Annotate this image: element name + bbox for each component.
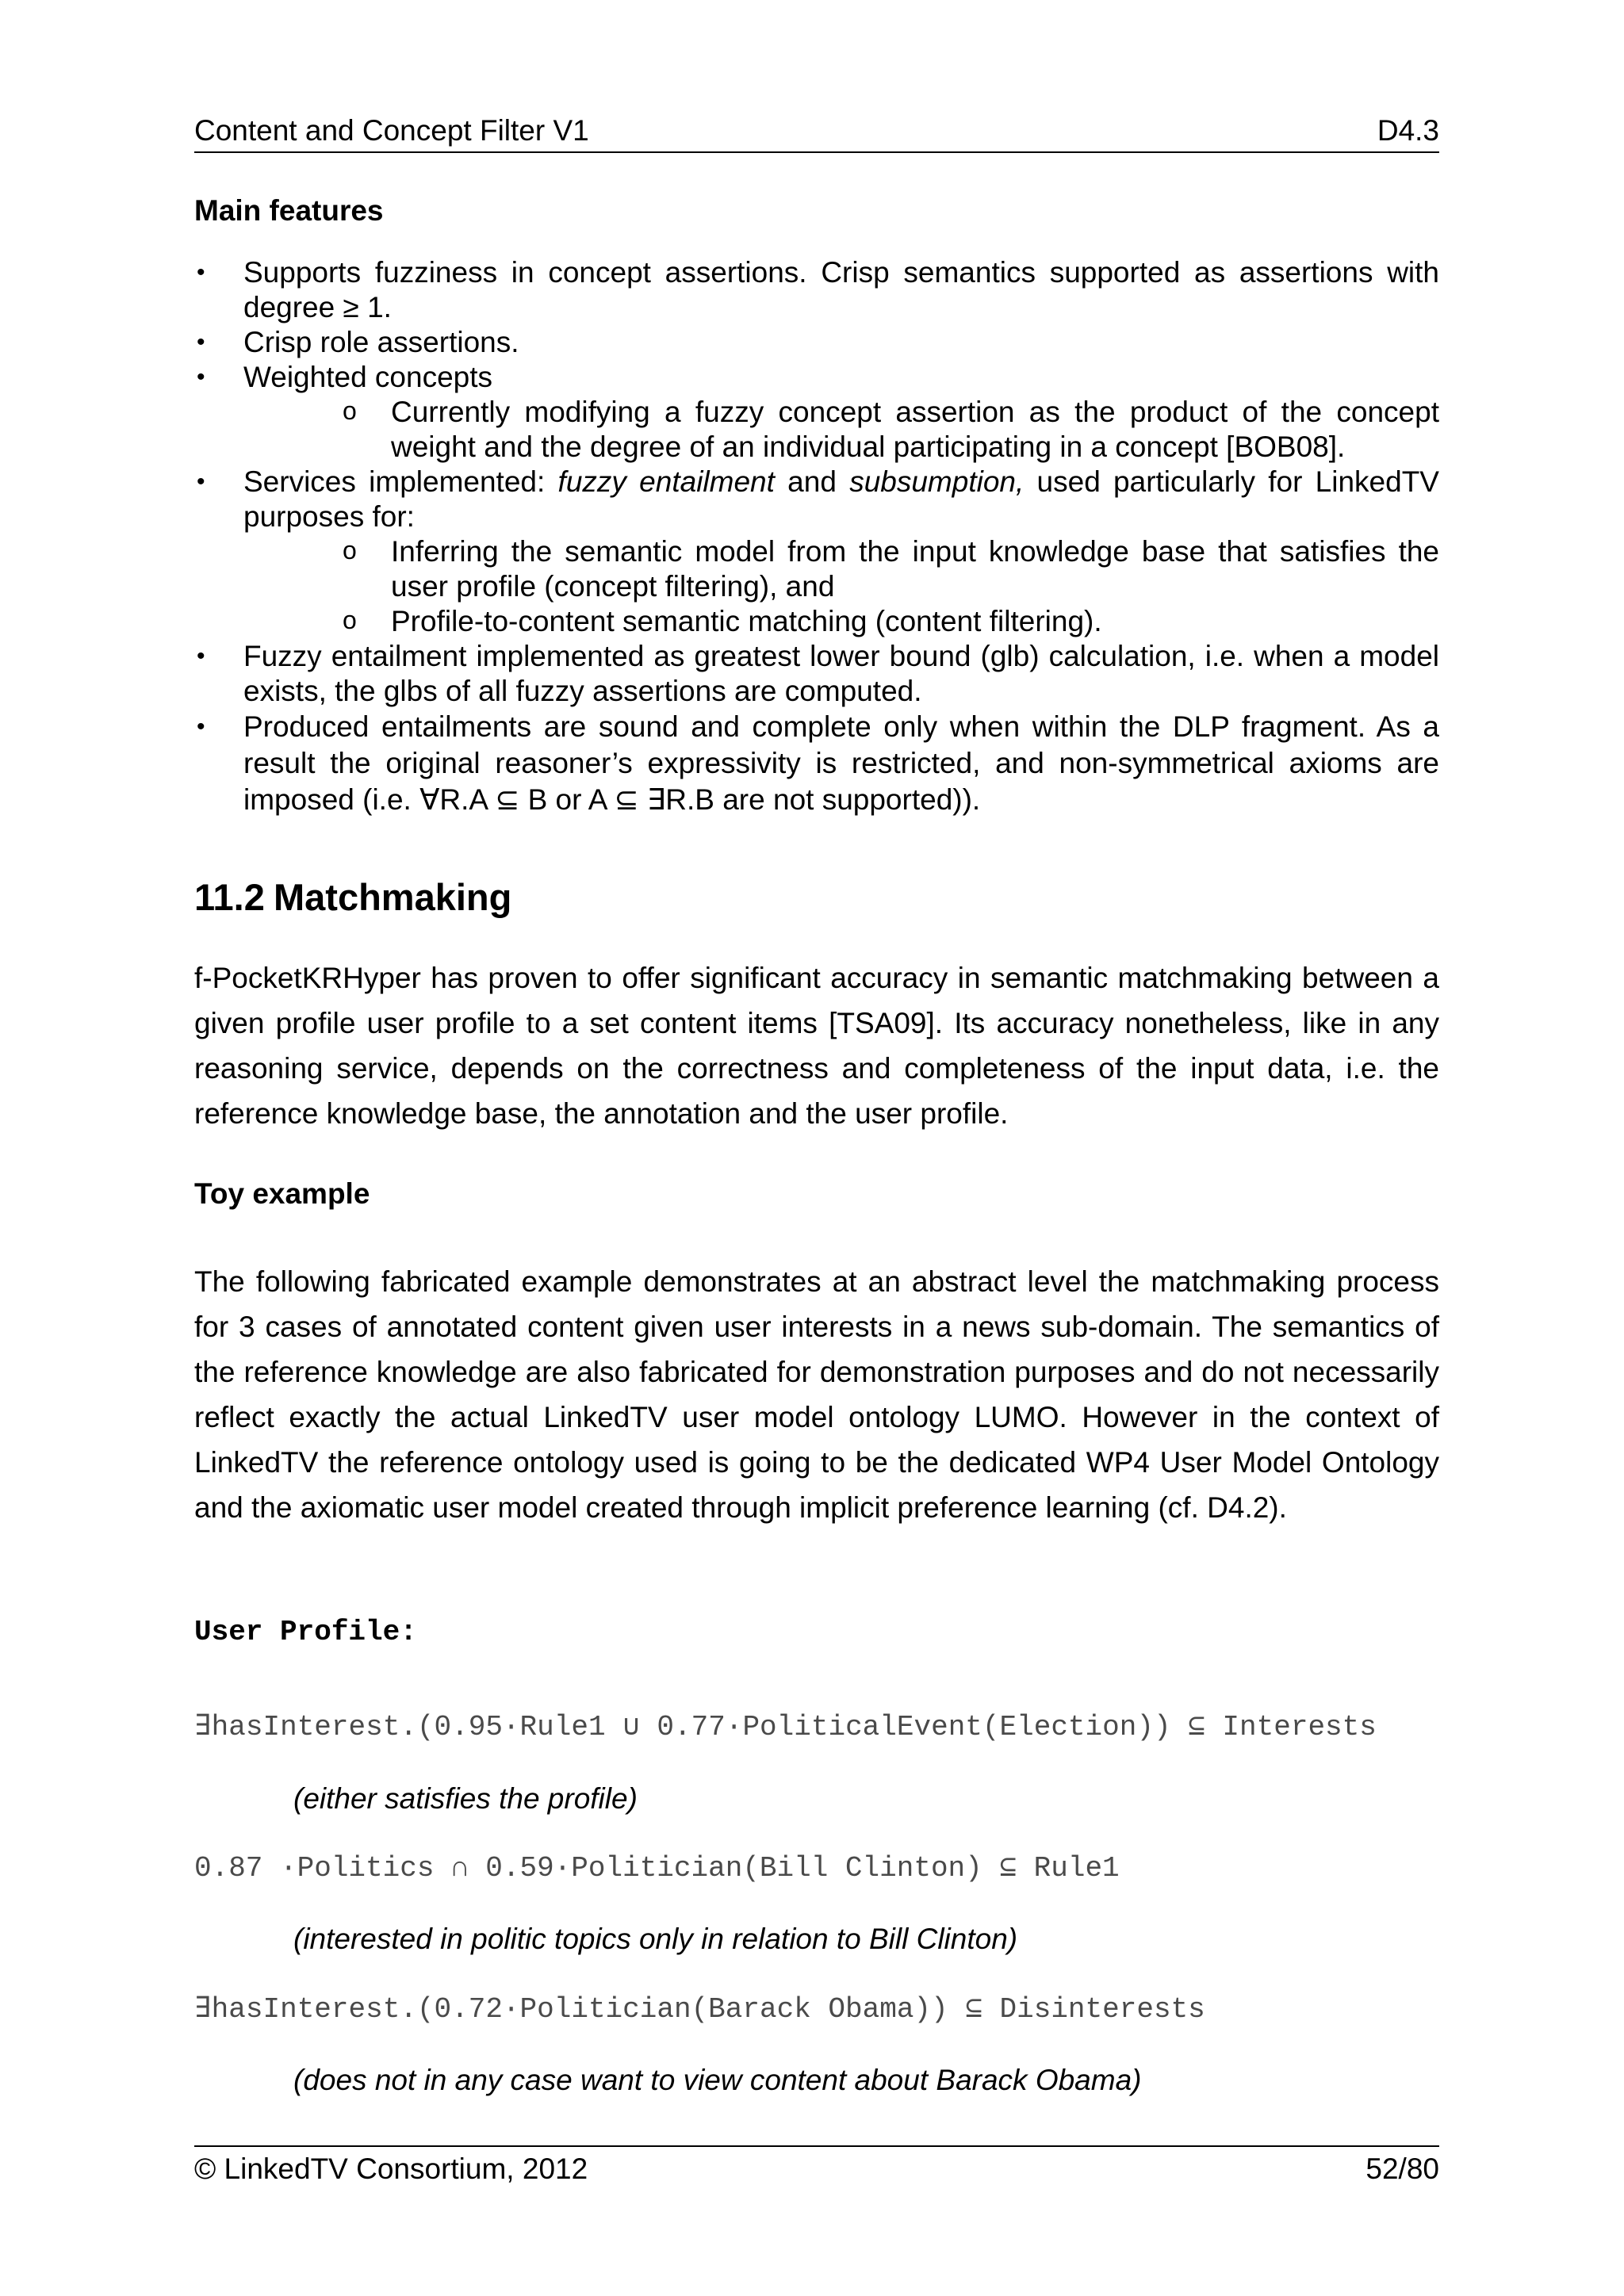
list-item: • Supports fuzziness in concept assertions. Crisp semantics supported as assertions with degree ≥ 1. [197, 256, 1439, 323]
list-item: • Fuzzy entailment implemented as greatest lower bound (glb) calculation, i.e. when a model exists, the glbs of all fuzzy assertions are computed. [197, 640, 1439, 707]
profile-axiom: ∃hasInterest.(0.72·Politician(Barack Obama)) ⊆ Disinterests [194, 1993, 1205, 2026]
profile-axiom-note: (does not in any case want to view content about Barack Obama) [293, 2064, 1142, 2096]
bullet-icon: • [197, 714, 205, 740]
bullet-icon: • [197, 329, 205, 355]
bullet-icon: • [197, 364, 205, 390]
footer-copyright: © LinkedTV Consortium, 2012 [194, 2152, 588, 2185]
page-footer [194, 2145, 1439, 2185]
bullet-icon: • [197, 469, 205, 495]
list-item: • Crisp role assertions. [197, 326, 519, 358]
circle-bullet-icon: o [343, 536, 357, 564]
user-profile-label: User Profile: [194, 1616, 417, 1648]
profile-axiom-note: (interested in politic topics only in relation to Bill Clinton) [293, 1923, 1018, 1955]
sub-list-item: o Currently modifying a fuzzy concept assertion as the product of the concept weight and the degree of an individual participating in a concept [BOB08]. [194, 395, 1439, 465]
page-number: 52/80 [1365, 2152, 1439, 2185]
profile-axiom: ∃hasInterest.(0.95·Rule1 ∪ 0.77·PoliticalEvent(Election)) ⊆ Interests [194, 1711, 1377, 1743]
features-list [194, 255, 1439, 818]
toy-example-heading: Toy example [194, 1177, 370, 1210]
section-number: 11.2 [194, 876, 265, 918]
circle-bullet-icon: o [343, 606, 357, 634]
list-item: • Services implemented: fuzzy entailment and subsumption, used particularly for LinkedTV purposes for: [197, 465, 1439, 533]
toy-example-text: The following fabricated example demonstrates at an abstract level the matchmaking process for 3 cases of annotated content given user interests in a news sub-domain. The semantics of the reference knowledge are also fabricated for demonstration purposes and do not necessarily reflect exactly the actual LinkedTV user model ontology LUMO. However in the context of LinkedTV the reference ontology used is going to be the dedicated WP4 User Model Ontology and the axiomatic user model created through implicit preference learning (cf. D4.2). [194, 1265, 1439, 1524]
document-page [194, 0, 1439, 2296]
list-item: • Produced entailments are sound and complete only when within the DLP fragment. As a result the original reasoner’s expressivity is restricted, and non-symmetrical axioms are imposed (i.e. ∀R.A ⊆ B or A ⊆ ∃R.B are not supported)). [197, 710, 1439, 816]
bullet-icon: • [197, 259, 205, 285]
section-heading [194, 875, 1439, 920]
features-heading: Main features [194, 194, 384, 227]
circle-bullet-icon: o [343, 396, 357, 425]
section-title: Matchmaking [274, 876, 512, 918]
bullet-icon: • [197, 643, 205, 669]
sub-list-item: o Inferring the semantic model from the input knowledge base that satisfies the user profile (concept filtering), and [194, 534, 1439, 604]
page-header [194, 113, 1439, 153]
section-intro: f-PocketKRHyper has proven to offer significant accuracy in semantic matchmaking between a given profile user profile to a set content items [TSA09]. Its accuracy nonetheless, like in any reasoning service, depends on the correctness and completeness of the input data, i.e. the reference knowledge base, the annotation and the user profile. [194, 962, 1439, 1130]
list-item: • Weighted concepts [197, 361, 493, 393]
header-title: Content and Concept Filter V1 [194, 114, 589, 147]
profile-axiom-note: (either satisfies the profile) [293, 1782, 638, 1815]
header-deliverable: D4.3 [1377, 114, 1439, 147]
profile-axiom: 0.87 ·Politics ∩ 0.59·Politician(Bill Clinton) ⊆ Rule1 [194, 1852, 1120, 1885]
sub-list-item: o Profile-to-content semantic matching (content filtering). [194, 604, 1439, 639]
